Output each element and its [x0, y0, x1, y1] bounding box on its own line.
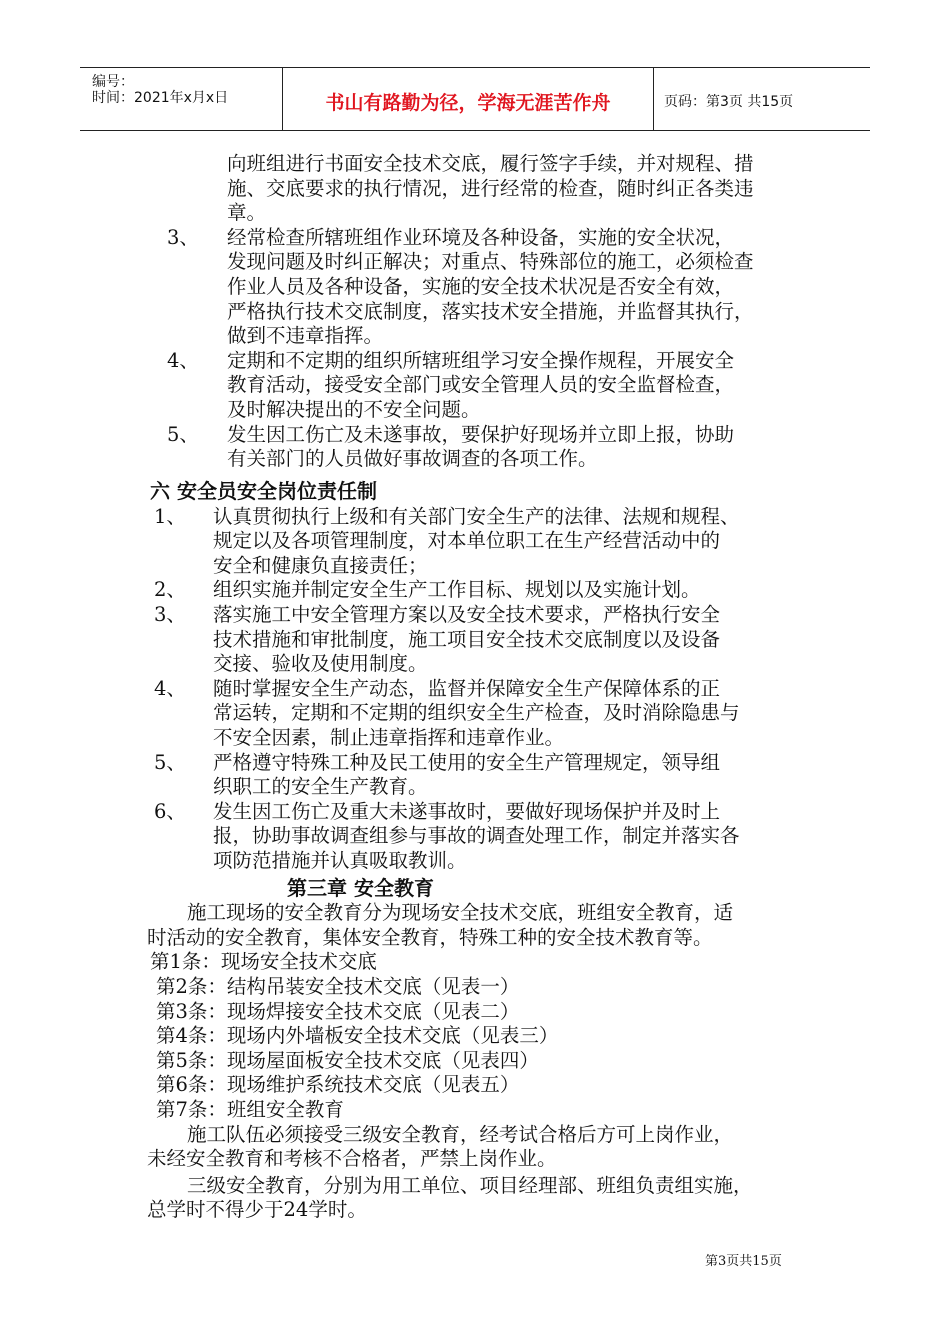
item-text-line: 教育活动，接受安全部门或安全管理人员的安全监督检查，	[227, 373, 735, 397]
item-number: 3、	[167, 225, 199, 249]
item-number: 2、	[154, 578, 186, 602]
page-footer: 第3页共15页	[705, 1254, 782, 1269]
item-text-line: 项防范措施并认真吸取教训。	[213, 849, 467, 872]
item-number: 5、	[167, 422, 199, 446]
item-text-line: 严格执行技术交底制度，落实技术安全措施，并监督其执行，	[227, 299, 754, 323]
item-text-line: 组织实施并制定安全生产工作目标、规划以及实施计划。	[213, 578, 701, 602]
item-text-line: 技术措施和审批制度，施工项目安全技术交底制度以及设备	[213, 627, 721, 651]
item-text-line: 交接、验收及使用制度。	[213, 652, 428, 676]
item-text-line: 随时掌握安全生产动态，监督并保障安全生产保障体系的正	[213, 676, 721, 700]
paragraph-line: 总学时不得少于24学时。	[147, 1198, 367, 1222]
paragraph-line: 未经安全教育和考核不合格者，严禁上岗作业。	[147, 1147, 557, 1171]
paragraph-line: 三级安全教育，分别为用工单位、项目经理部、班组负责组实施，	[187, 1173, 753, 1197]
paragraph-line: 时活动的安全教育，集体安全教育，特殊工种的安全技术教育等。	[147, 925, 713, 949]
document-code: 编号：	[92, 74, 134, 90]
chapter-heading: 第三章 安全教育	[287, 876, 434, 900]
item-number: 3、	[154, 603, 186, 626]
item-number: 6、	[154, 799, 186, 823]
item-text-line: 及时解决提出的不安全问题。	[227, 398, 481, 421]
item-text-line: 织职工的安全生产教育。	[213, 775, 428, 799]
item-text-line: 施、交底要求的执行情况，进行经常的检查，随时纠正各类违	[227, 176, 754, 200]
article-line: 第4条：现场内外墙板安全技术交底（见表三）	[156, 1024, 559, 1048]
document-time: 时间：2021年x月x日	[92, 90, 229, 106]
item-text-line: 不安全因素，制止违章指挥和违章作业。	[213, 726, 565, 749]
item-number: 1、	[154, 504, 186, 528]
item-text-line: 经常检查所辖班组作业环境及各种设备，实施的安全状况，	[227, 225, 735, 249]
header-motto-cell	[283, 68, 654, 130]
item-text-line: 规定以及各项管理制度，对本单位职工在生产经营活动中的	[213, 529, 721, 553]
item-text-line: 落实施工中安全管理方案以及安全技术要求，严格执行安全	[213, 603, 721, 626]
item-text-line: 有关部门的人员做好事故调查的各项工作。	[227, 447, 598, 471]
page-header	[80, 67, 870, 131]
article-line: 第6条：现场维护系统技术交底（见表五）	[156, 1073, 520, 1097]
paragraph-line: 施工现场的安全教育分为现场安全技术交底，班组安全教育，适	[187, 901, 734, 925]
article-line: 第1条：现场安全技术交底	[150, 950, 377, 974]
item-text-line: 严格遵守特殊工种及民工使用的安全生产管理规定，领导组	[213, 750, 721, 774]
article-line: 第7条：班组安全教育	[156, 1097, 344, 1121]
header-page-info: 页码：第3页 共15页	[664, 94, 794, 110]
header-meta	[80, 68, 283, 130]
item-text-line: 作业人员及各种设备，实施的安全技术状况是否安全有效，	[227, 275, 735, 298]
item-text-line: 定期和不定期的组织所辖班组学习安全操作规程，开展安全	[227, 348, 735, 372]
header-page-cell	[654, 68, 870, 130]
item-text-line: 章。	[227, 201, 267, 225]
header-motto: 书山有路勤为径，学海无涯苦作舟	[325, 92, 611, 114]
paragraph-line: 施工队伍必须接受三级安全教育，经考试合格后方可上岗作业，	[187, 1122, 734, 1146]
item-number: 5、	[154, 750, 186, 774]
item-text-line: 发现问题及时纠正解决；对重点、特殊部位的施工，必须检查	[227, 250, 754, 274]
article-line: 第2条：结构吊装安全技术交底（见表一）	[156, 974, 520, 998]
item-number: 4、	[167, 348, 199, 372]
article-line: 第3条：现场焊接安全技术交底（见表二）	[156, 999, 520, 1023]
item-text-line: 向班组进行书面安全技术交底，履行签字手续，并对规程、措	[227, 152, 754, 175]
item-text-line: 发生因工伤亡及重大未遂事故时，要做好现场保护并及时上	[213, 799, 721, 823]
item-text-line: 常运转，定期和不定期的组织安全生产检查，及时消除隐患与	[213, 701, 740, 725]
item-text-line: 做到不违章指挥。	[227, 324, 384, 348]
item-text-line: 安全和健康负直接责任；	[213, 553, 428, 577]
section-heading: 六 安全员安全岗位责任制	[150, 479, 377, 503]
item-text-line: 认真贯彻执行上级和有关部门安全生产的法律、法规和规程、	[213, 504, 740, 528]
article-line: 第5条：现场屋面板安全技术交底（见表四）	[156, 1048, 539, 1072]
item-text-line: 发生因工伤亡及未遂事故，要保护好现场并立即上报，协助	[227, 422, 735, 446]
item-number: 4、	[154, 676, 186, 700]
item-text-line: 报，协助事故调查组参与事故的调查处理工作，制定并落实各	[213, 824, 740, 848]
